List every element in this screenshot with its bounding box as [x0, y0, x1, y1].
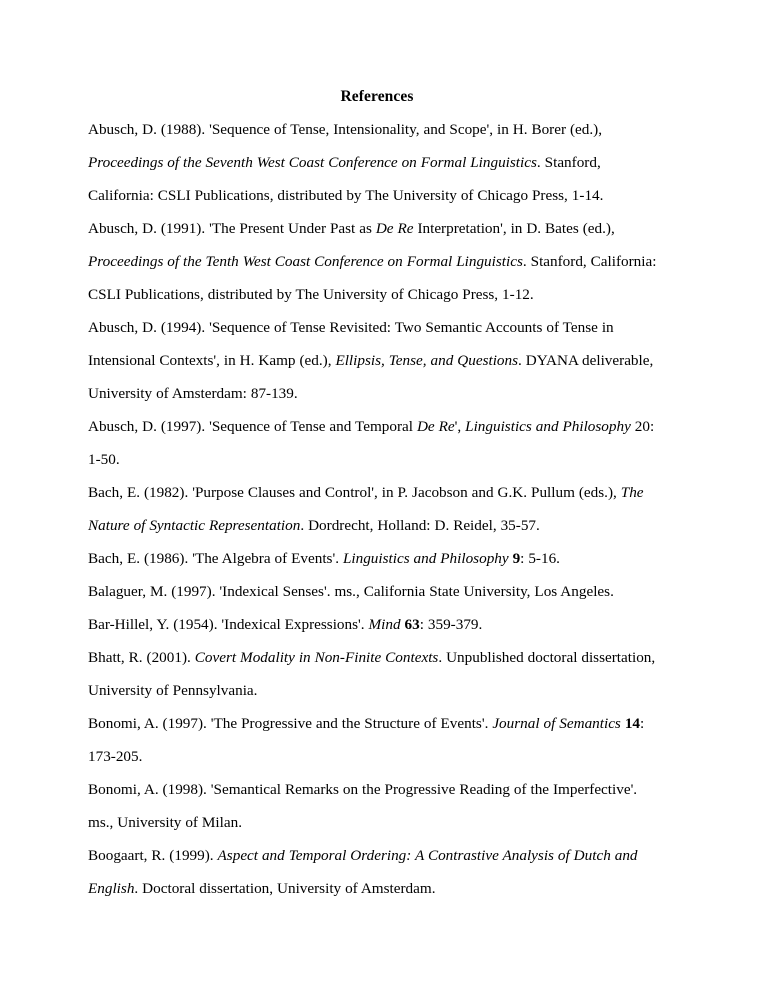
reference-text-run: Balaguer, M. (1997). 'Indexical Senses'. ms., California State University, Los Angeles.: [88, 583, 614, 600]
reference-text-run: Bonomi, A. (1998). 'Semantical Remarks on the Progressive Reading of the Imperfective'. ms., University of Milan.: [88, 781, 638, 831]
reference-text-run: The Nature of Syntactic Representation: [88, 484, 644, 534]
reference-list: [88, 113, 666, 905]
reference-text-run: : 359-379.: [419, 616, 483, 633]
reference-text-run: Bar-Hillel, Y. (1954). 'Indexical Expressions'.: [88, 616, 369, 633]
reference-text-run: . Unpublished doctoral dissertation, University of Pennsylvania.: [88, 649, 656, 699]
references-section: [88, 80, 666, 905]
reference-entry: [88, 608, 666, 641]
reference-entry: [88, 476, 666, 542]
reference-text-run: . Stanford, California: CSLI Publications, distributed by The University of Chicago Press, 1-12.: [88, 253, 657, 303]
reference-text-run: Linguistics and Philosophy: [465, 418, 631, 435]
reference-text-run: Bach, E. (1986). 'The Algebra of Events'.: [88, 550, 343, 567]
reference-text-run: Proceedings of the Tenth West Coast Conference on Formal Linguistics: [88, 253, 523, 270]
reference-entry: [88, 839, 666, 905]
reference-text-run: Proceedings of the Seventh West Coast Conference on Formal Linguistics: [88, 154, 537, 171]
reference-entry: [88, 113, 666, 212]
reference-text-run: Bonomi, A. (1997). 'The Progressive and the Structure of Events'.: [88, 715, 493, 732]
reference-text-run: ',: [454, 418, 466, 435]
reference-text-run: : 173-205.: [88, 715, 645, 765]
reference-text-run: . Dordrecht, Holland: D. Reidel, 35-57.: [300, 517, 540, 534]
reference-text-run: De Re: [416, 418, 455, 435]
reference-entry: [88, 212, 666, 311]
reference-text-run: . DYANA deliverable, University of Amsterdam: 87-139.: [88, 352, 654, 402]
reference-text-run: Journal of Semantics: [492, 715, 621, 732]
reference-text-run: Bach, E. (1982). 'Purpose Clauses and Control', in P. Jacobson and G.K. Pullum (eds.),: [88, 484, 621, 501]
reference-entry: [88, 575, 666, 608]
reference-entry: [88, 707, 666, 773]
reference-text-run: Boogaart, R. (1999).: [88, 847, 218, 864]
reference-text-run: Bhatt, R. (2001).: [88, 649, 195, 666]
reference-text-run: Abusch, D. (1994). 'Sequence of Tense Revisited: Two Semantic Accounts of Tense in Intensional Contexts', in H. Kamp (ed.),: [88, 319, 614, 369]
reference-text-run: Abusch, D. (1988). 'Sequence of Tense, Intensionality, and Scope', in H. Borer (ed.),: [88, 121, 603, 138]
reference-text-run: 14: [624, 715, 640, 732]
reference-text-run: Mind: [368, 616, 401, 633]
reference-entry: [88, 641, 666, 707]
reference-text-run: Ellipsis, Tense, and Questions: [335, 352, 519, 369]
reference-text-run: . Stanford, California: CSLI Publications, distributed by The University of Chicago Press, 1-14.: [88, 154, 604, 204]
reference-text-run: Linguistics and Philosophy: [342, 550, 509, 567]
reference-text-run: : 5-16.: [520, 550, 560, 567]
reference-text-run: Aspect and Temporal Ordering: A Contrastive Analysis of Dutch and English: [88, 847, 638, 897]
reference-entry: [88, 311, 666, 410]
reference-text-run: . Doctoral dissertation, University of Amsterdam.: [134, 880, 436, 897]
reference-text-run: Abusch, D. (1997). 'Sequence of Tense and Temporal: [88, 418, 417, 435]
reference-text-run: 9: [512, 550, 521, 567]
reference-entry: [88, 773, 666, 839]
reference-text-run: Abusch, D. (1991). 'The Present Under Past as: [88, 220, 376, 237]
reference-entry: [88, 410, 666, 476]
reference-text-run: 63: [404, 616, 420, 633]
reference-text-run: De Re: [375, 220, 414, 237]
reference-text-run: 20: 1-50.: [88, 418, 655, 468]
reference-text-run: Interpretation', in D. Bates (ed.),: [413, 220, 615, 237]
reference-text-run: Covert Modality in Non-Finite Contexts: [194, 649, 439, 666]
page-title: References: [340, 88, 414, 105]
reference-entry: [88, 542, 666, 575]
